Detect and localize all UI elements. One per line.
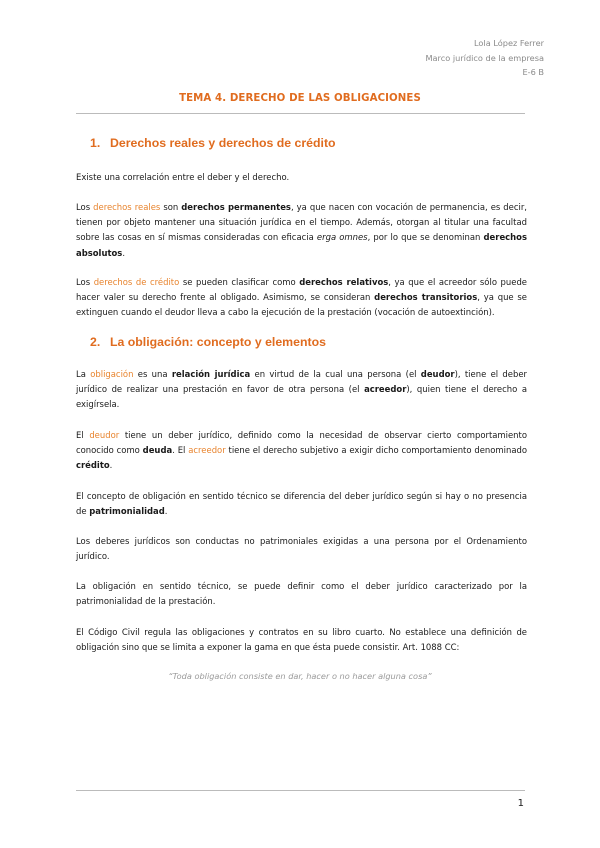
- text: son: [160, 202, 182, 212]
- paragraph-deberes-juridicos: [76, 534, 527, 564]
- paragraph-obligacion: [76, 367, 527, 413]
- text: se pueden clasificar como: [179, 277, 300, 287]
- term-highlight: derechos reales: [93, 202, 161, 212]
- text: ), quien tiene el derecho a exigírsela.: [76, 384, 527, 410]
- term-highlight: acreedor: [188, 445, 226, 456]
- text: es una: [133, 369, 172, 379]
- paragraph-patrimonialidad: [76, 489, 527, 519]
- term-bold: deuda: [142, 445, 173, 456]
- paragraph-intro: [76, 170, 527, 185]
- text: El: [76, 430, 90, 440]
- paragraph-definicion: [76, 579, 527, 609]
- text: , por lo que se denominan: [367, 232, 484, 243]
- text: .: [164, 506, 168, 517]
- text: La obligación en sentido técnico, se puede definir como el deber jurídico caracterizado por la patrimonialidad de la prestación.: [76, 581, 527, 607]
- term-highlight: derechos de crédito: [93, 277, 180, 287]
- term-bold: relación jurídica: [171, 369, 251, 379]
- page-title: TEMA 4. DERECHO DE LAS OBLIGACIONES: [179, 93, 421, 104]
- text: , ya que nacen con vocación de permanencia, es decir, tienen por objeto mantener una situación jurídica en el tiempo. Además, otorgan al titular una facultad sobre las cosas en sí mismas consideradas con eficacia: [76, 202, 527, 243]
- term-highlight: deudor: [89, 430, 120, 440]
- author-name: Lola López Ferrer: [474, 38, 544, 48]
- text: tiene el derecho subjetivo a exigir dicho comportamiento denominado: [225, 445, 528, 456]
- term-bold: derechos transitorios: [374, 292, 478, 303]
- text: Los: [76, 202, 94, 212]
- term-bold: acreedor: [364, 384, 407, 395]
- text: La: [76, 369, 91, 379]
- text: .: [122, 247, 125, 258]
- text: El Código Civil regula las obligaciones y contratos en su libro cuarto. No establece una definición de obligación sino que se limita a exponer la gama en que ésta puede consistir. Art. 1088 CC:: [76, 627, 527, 653]
- term-bold: derechos absolutos: [76, 232, 527, 258]
- section-title: Derechos reales y derechos de crédito: [110, 136, 336, 150]
- text: , ya que se extinguen cuando el deudor lleva a cabo la ejecución de la prestación (vocación de autoextinción).: [76, 292, 528, 318]
- term-highlight: obligación: [90, 369, 134, 379]
- paragraph-deudor-acreedor: [76, 428, 527, 474]
- section-number: 1.: [90, 136, 101, 150]
- group-code: E-6 B: [522, 67, 544, 78]
- text: Existe una correlación entre el deber y el derecho.: [76, 172, 290, 182]
- text: ), tiene el deber jurídico de realizar una prestación en favor de otra persona (el: [76, 369, 527, 395]
- paragraph-codigo-civil: [76, 625, 527, 655]
- term-bold: derechos permanentes: [181, 202, 291, 212]
- paragraph-derechos-reales: [76, 200, 527, 261]
- title-divider: [76, 113, 525, 114]
- section-heading-1: [90, 136, 336, 150]
- section-number: 2.: [90, 335, 101, 349]
- text: .: [109, 460, 113, 471]
- term-bold: deudor: [420, 369, 455, 379]
- document-header: [425, 36, 544, 80]
- page-number: 1: [517, 798, 524, 809]
- section-heading-2: [90, 335, 326, 349]
- text: El concepto de obligación en sentido técnico se diferencia del deber jurídico según si hay o no presencia de: [76, 491, 527, 517]
- footer-divider: [76, 790, 525, 791]
- term-bold: patrimonialidad: [89, 506, 165, 517]
- term-italic: erga omnes: [316, 232, 368, 243]
- course-name: Marco jurídico de la empresa: [425, 52, 544, 63]
- article-quote: “Toda obligación consiste en dar, hacer o no hacer alguna cosa”: [168, 671, 432, 681]
- text: Los: [76, 277, 94, 287]
- text: Los deberes jurídicos son conductas no patrimoniales exigidas a una persona por el Ordenamiento jurídico.: [76, 536, 527, 562]
- term-bold: crédito: [76, 460, 110, 471]
- text: . El: [172, 445, 189, 456]
- text: , ya que el acreedor sólo puede hacer valer su derecho frente al obligado. Asimismo, se consideran: [76, 277, 528, 303]
- text: en virtud de la cual una persona (el: [250, 369, 421, 379]
- section-title: La obligación: concepto y elementos: [110, 335, 326, 349]
- text: tiene un deber jurídico, definido como la necesidad de observar cierto comportamiento conocido como: [76, 430, 527, 456]
- term-bold: derechos relativos: [299, 277, 389, 287]
- paragraph-derechos-credito: [76, 275, 527, 321]
